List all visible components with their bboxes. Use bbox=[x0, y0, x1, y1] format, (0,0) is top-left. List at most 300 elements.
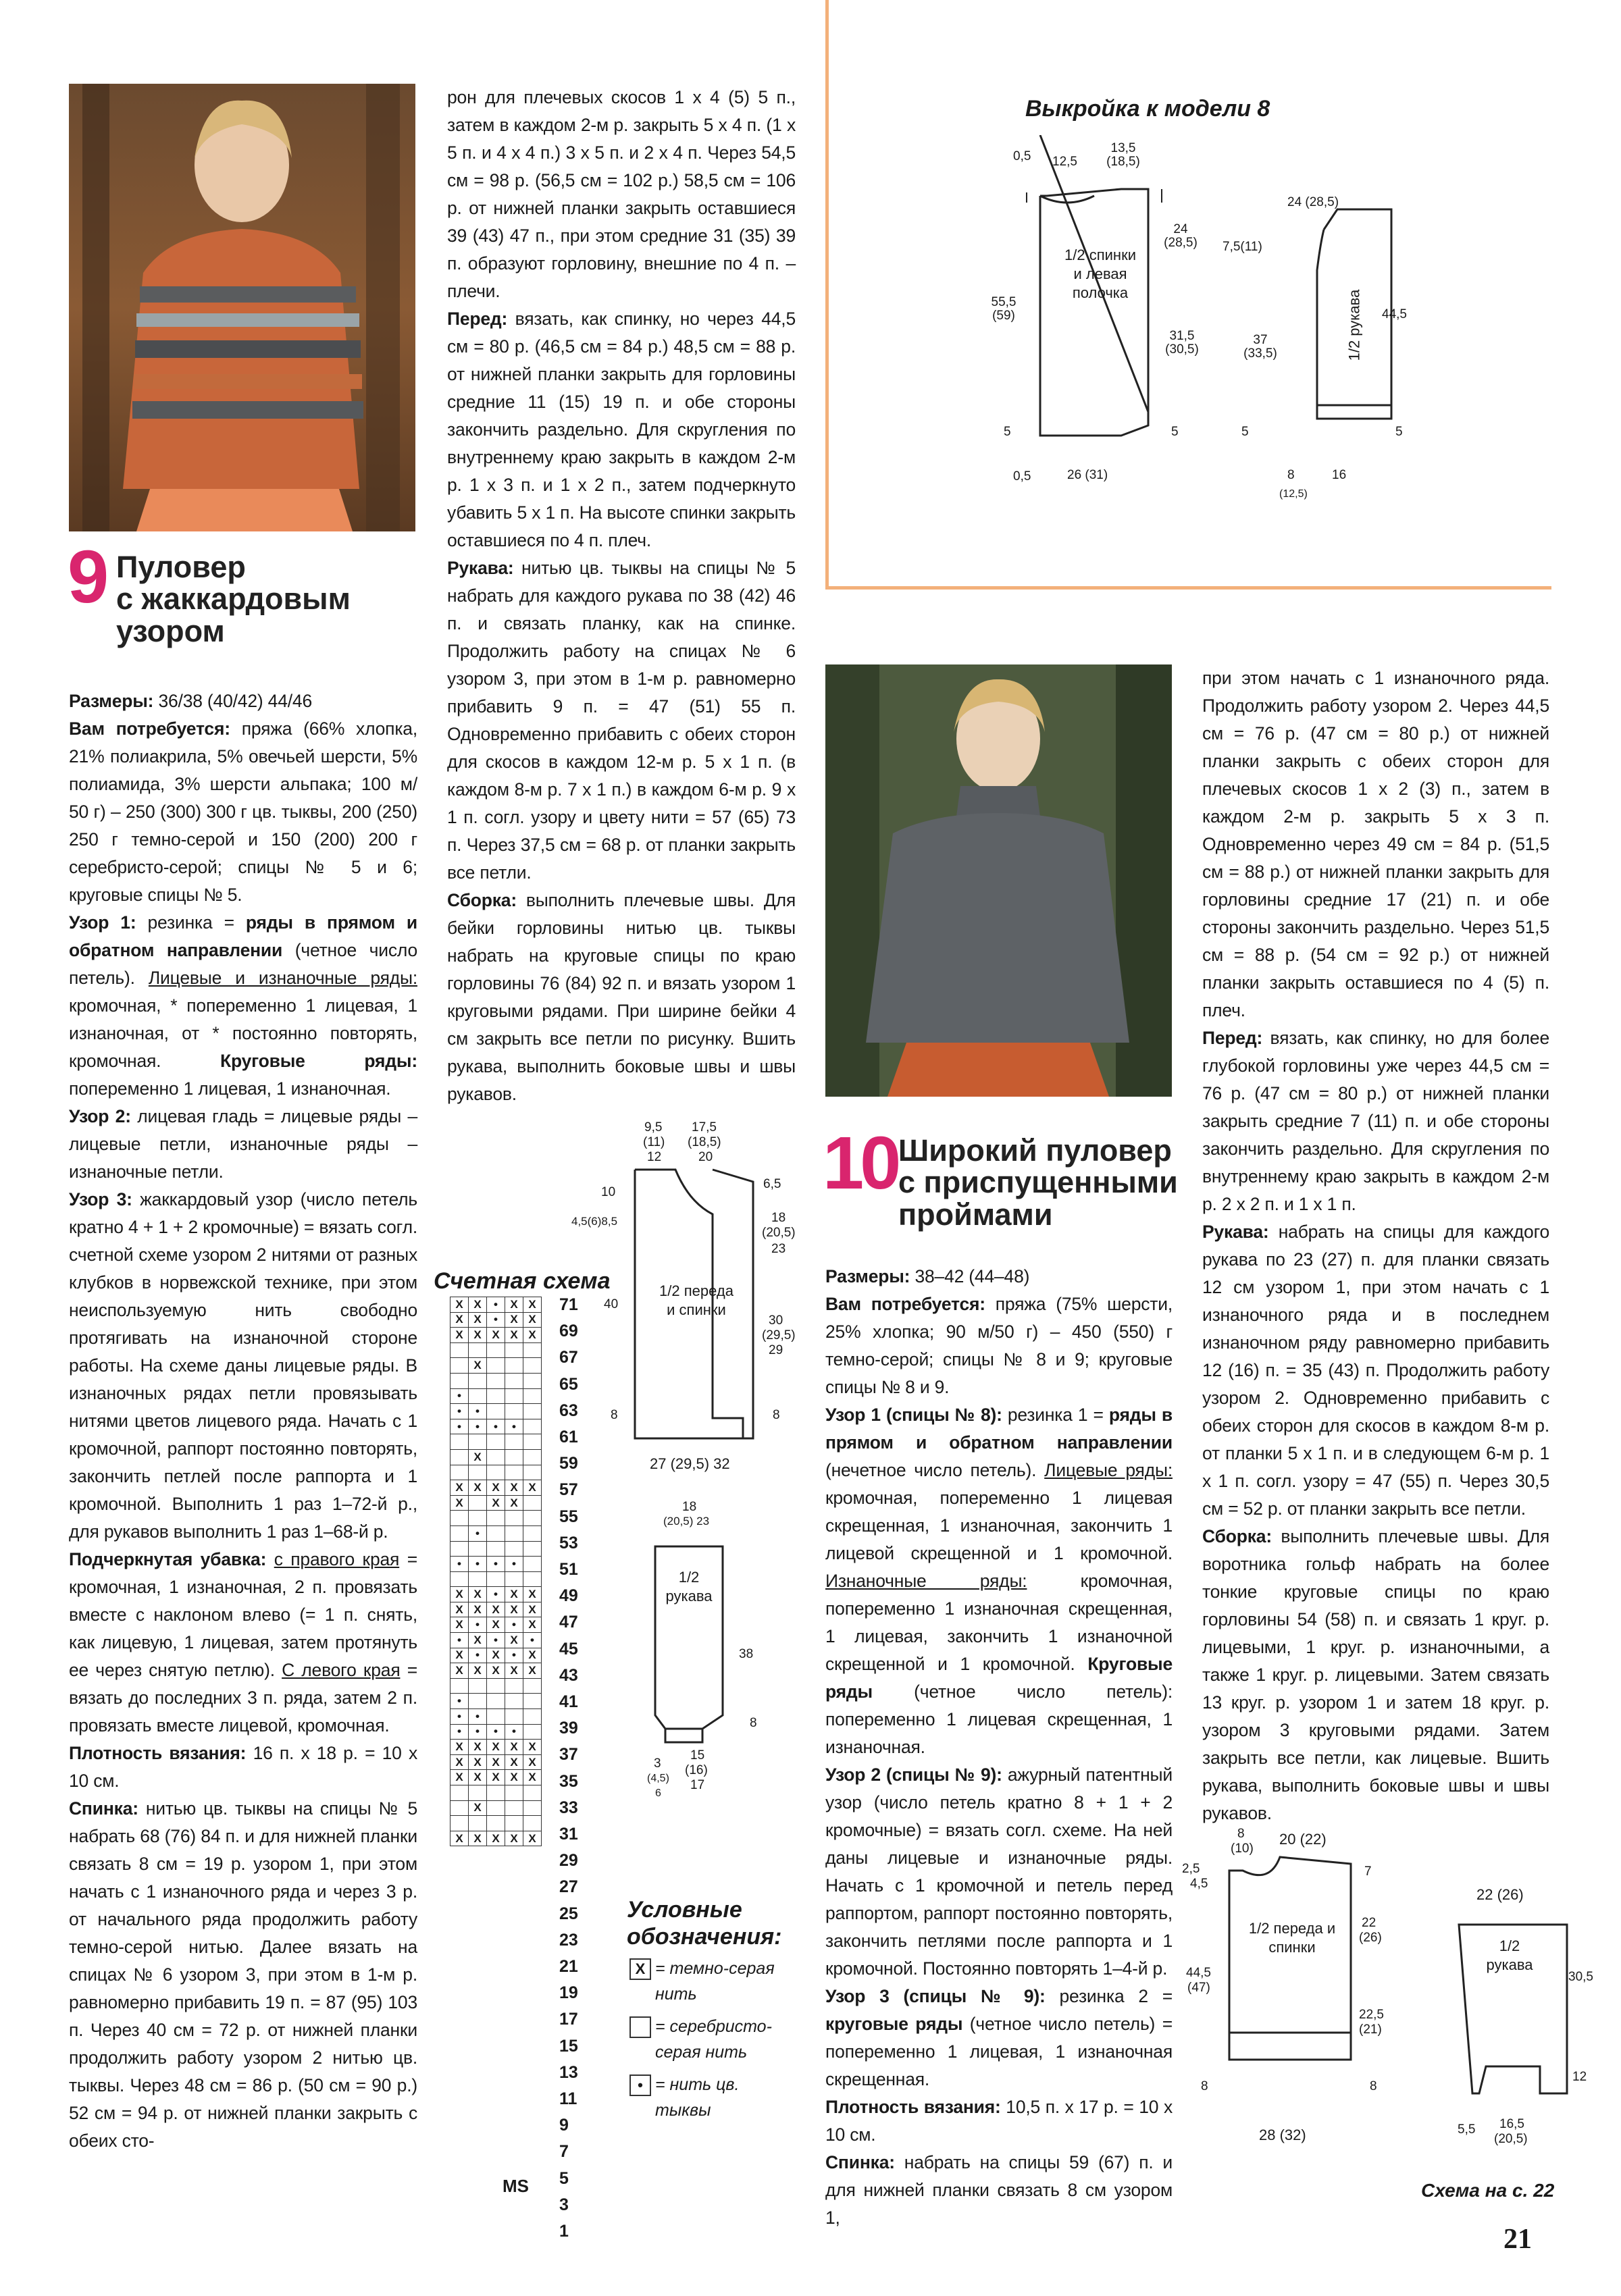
chart-row-number: 25 bbox=[559, 1904, 578, 1923]
chart-row bbox=[451, 1495, 542, 1511]
model10-front-label: 1/2 переда и спинки bbox=[1248, 1920, 1336, 1956]
chart-row bbox=[451, 1633, 542, 1648]
chart-cell: • bbox=[505, 1617, 523, 1633]
chart-row bbox=[451, 1785, 542, 1801]
legend-symbol bbox=[629, 2016, 651, 2038]
chart-cell: X bbox=[487, 1328, 505, 1343]
chart-cell: • bbox=[487, 1633, 505, 1648]
chart-cell: • bbox=[469, 1557, 487, 1572]
chart-cell: • bbox=[505, 1648, 523, 1663]
chart-row bbox=[451, 1740, 542, 1755]
model9-photo-art bbox=[69, 84, 415, 531]
chart-cell: • bbox=[451, 1724, 469, 1740]
chart-row bbox=[451, 1525, 542, 1541]
chart-cell bbox=[469, 1388, 487, 1404]
legend-text: = темно-серая нить bbox=[655, 1959, 775, 2004]
model9-sleeve-dim: 38 bbox=[739, 1647, 754, 1661]
chart-cell: X bbox=[469, 1480, 487, 1496]
model10-text-col2: при этом начать с 1 изнаночного ряда. Продолжить работу узором 2. Через 44,5 см = 76 р. (47 см = 80 р.) от нижней планки закрыть с обеих сторон для плечевых скосов 1 х 2 (3) п., затем в каждом 2-м р. закрыть 5 х 3 п. Одновременно через 49 см = 84 р. (51,5 см = 88 р.) от нижней планки закрыть для горловины средние 17 (21) п. и обе стороны закончить раздельно. Через 51,5 см = 88 р. (54 см = 92 р.) от нижней планки закрыть оставшиеся по 4 (5) п. плеч. Перед: вязать, как спинку, но для более глубокой горловины уже через 44,5 см = 76 р. (47 см = 80 р.) от нижней планки закрыть средние 7 (11) п. и обе стороны закончить раздельно. Для скругления по внутреннему краю закрыть в каждом 2-м р. 2 х 2 п. и 1 х 1 п. Рукава: набрать на спицы для каждого рукава по 23 (27) п. для планки связать 12 см узором 1, при этом начать с 1 изнаночного ряда и в последнем изнаночном ряду равномерно прибавить 12 (16) п. = 35 (43) п. Продолжить работу узором 2. Одновременно прибавить с обеих сторон для скосов в каждом 8-м р. от планки 5 х 1 п. и в следующем 6-м р. 1 х 1 п. согл. узору = 47 (55) п. Через 30,5 см = 52 р. от планки закрыть все петли. Сборка: выполнить плечевые швы. Для воротника гольф набрать на более тонкие круговые спицы по краю горловины 54 (58) п. и связать 1 круг. р. лицевыми, 1 круг. р. изнаночными, а также 1 круг. р. лицевыми. Затем связать 13 круг. р. узором 1 и затем 18 круг. р. узором 3 круговыми рядами. Затем закрыть все петли, как лицевые. Вшить рукава, выполнить боковые швы и швы рукавов. bbox=[1202, 668, 1549, 1823]
chart-cell bbox=[451, 1800, 469, 1816]
chart-cell: • bbox=[469, 1404, 487, 1419]
chart-row-number: 47 bbox=[559, 1613, 578, 1632]
model9-front-dim: 12 bbox=[647, 1150, 662, 1164]
chart-cell: X bbox=[469, 1831, 487, 1846]
chart-cell bbox=[451, 1541, 469, 1557]
model9-front-dim: 23 bbox=[771, 1242, 786, 1256]
chart-cell: • bbox=[487, 1557, 505, 1572]
model9-sleeve-dim: (16) bbox=[685, 1763, 708, 1777]
model9-front-label: 1/2 переда и спинки bbox=[659, 1282, 734, 1318]
model10-front-dim: 22 bbox=[1362, 1916, 1376, 1930]
chart-cell: X bbox=[487, 1480, 505, 1496]
model10-front-dim: (10) bbox=[1231, 1842, 1254, 1856]
chart-row bbox=[451, 1541, 542, 1557]
chart-row-number: 31 bbox=[559, 1825, 578, 1844]
chart-row-number: 27 bbox=[559, 1877, 578, 1897]
model8-dim: 5 bbox=[1241, 425, 1249, 439]
knitting-chart-grid bbox=[450, 1297, 542, 1846]
chart-cell: X bbox=[469, 1633, 487, 1648]
chart-cell: X bbox=[451, 1297, 469, 1313]
model8-dim: 8 bbox=[1287, 468, 1295, 482]
chart-cell bbox=[505, 1541, 523, 1557]
chart-cell bbox=[487, 1465, 505, 1480]
chart-cell: X bbox=[505, 1633, 523, 1648]
model8-dim: 0,5 bbox=[1013, 149, 1031, 163]
model10-sleeve-pattern-drawing bbox=[1445, 1898, 1580, 2120]
model9-photo bbox=[69, 84, 415, 531]
chart-cell: • bbox=[505, 1419, 523, 1434]
model9-front-dim: 30 bbox=[769, 1313, 783, 1328]
chart-cell: X bbox=[451, 1312, 469, 1328]
chart-row-number: 37 bbox=[559, 1745, 578, 1765]
chart-row bbox=[451, 1434, 542, 1450]
chart-row-number: 53 bbox=[559, 1533, 578, 1553]
chart-cell: • bbox=[487, 1724, 505, 1740]
chart-cell: • bbox=[451, 1709, 469, 1725]
chart-row-number: 1 bbox=[559, 2222, 569, 2241]
chart-cell: X bbox=[487, 1770, 505, 1785]
chart-cell: X bbox=[505, 1480, 523, 1496]
chart-row-number: 23 bbox=[559, 1930, 578, 1950]
chart-row bbox=[451, 1770, 542, 1785]
chart-row-number: 67 bbox=[559, 1348, 578, 1367]
legend-symbol: • bbox=[629, 2075, 651, 2096]
chart-cell: X bbox=[487, 1754, 505, 1770]
chart-row-number: 59 bbox=[559, 1454, 578, 1473]
model10-front-dim: (47) bbox=[1187, 1981, 1210, 1995]
model10-front-pattern-drawing bbox=[1216, 1837, 1391, 2120]
model10-front-dim: 2,5 bbox=[1182, 1862, 1200, 1876]
chart-cell bbox=[505, 1678, 523, 1694]
chart-cell bbox=[505, 1694, 523, 1709]
chart-cell bbox=[451, 1678, 469, 1694]
model9-sleeve-dim: 8 bbox=[750, 1716, 757, 1730]
chart-row bbox=[451, 1342, 542, 1358]
chart-cell bbox=[523, 1525, 542, 1541]
chart-row-number: 43 bbox=[559, 1665, 578, 1685]
chart-cell: • bbox=[451, 1694, 469, 1709]
chart-cell bbox=[487, 1541, 505, 1557]
model10-sleeve-dim: (20,5) bbox=[1494, 2132, 1528, 2146]
chart-cell: X bbox=[451, 1770, 469, 1785]
chart-row bbox=[451, 1557, 542, 1572]
chart-cell bbox=[469, 1541, 487, 1557]
chart-cell bbox=[505, 1525, 523, 1541]
chart-cell: X bbox=[451, 1663, 469, 1679]
chart-cell bbox=[523, 1724, 542, 1740]
chart-cell: X bbox=[469, 1297, 487, 1313]
chart-cell bbox=[523, 1571, 542, 1587]
chart-row-number: 11 bbox=[559, 2089, 577, 2108]
chart-cell bbox=[523, 1816, 542, 1831]
chart-cell: X bbox=[487, 1602, 505, 1617]
chart-row bbox=[451, 1465, 542, 1480]
chart-cell bbox=[469, 1678, 487, 1694]
chart-cell: X bbox=[469, 1602, 487, 1617]
chart-cell bbox=[487, 1342, 505, 1358]
chart-row-number: 65 bbox=[559, 1374, 578, 1394]
model10-front-dim: 7 bbox=[1364, 1864, 1372, 1879]
model10-front-dim: 28 (32) bbox=[1259, 2127, 1306, 2143]
model9-front-dim: (18,5) bbox=[688, 1135, 721, 1149]
chart-row bbox=[451, 1617, 542, 1633]
model8-dim: 31,5 (30,5) bbox=[1165, 329, 1199, 357]
model10-front-dim: 44,5 bbox=[1186, 1966, 1211, 1980]
chart-cell bbox=[505, 1449, 523, 1465]
footer-reference: Схема на с. 22 bbox=[1421, 2180, 1555, 2201]
chart-cell: X bbox=[469, 1663, 487, 1679]
chart-row-number: 55 bbox=[559, 1507, 578, 1526]
chart-row-number: 45 bbox=[559, 1639, 578, 1659]
chart-cell: X bbox=[487, 1831, 505, 1846]
chart-row bbox=[451, 1297, 542, 1313]
chart-cell bbox=[469, 1694, 487, 1709]
chart-cell bbox=[469, 1816, 487, 1831]
chart-cell: X bbox=[451, 1648, 469, 1663]
chart-cell: • bbox=[451, 1557, 469, 1572]
model8-dim: 0,5 bbox=[1013, 469, 1031, 484]
chart-cell bbox=[487, 1709, 505, 1725]
chart-row bbox=[451, 1831, 542, 1846]
chart-cell: X bbox=[451, 1480, 469, 1496]
model9-front-dim: 10 bbox=[601, 1185, 616, 1199]
chart-cell: X bbox=[523, 1312, 542, 1328]
model9-front-dim: 20 bbox=[698, 1150, 713, 1164]
chart-cell bbox=[523, 1511, 542, 1526]
chart-row bbox=[451, 1754, 542, 1770]
chart-row bbox=[451, 1373, 542, 1388]
chart-cell: X bbox=[487, 1495, 505, 1511]
model10-front-dim: 8 bbox=[1201, 2079, 1208, 2093]
chart-cell: X bbox=[505, 1312, 523, 1328]
chart-cell bbox=[469, 1571, 487, 1587]
chart-cell: • bbox=[505, 1557, 523, 1572]
chart-cell bbox=[523, 1342, 542, 1358]
chart-cell bbox=[523, 1800, 542, 1816]
page-number: 21 bbox=[1503, 2224, 1532, 2255]
chart-cell: X bbox=[505, 1754, 523, 1770]
chart-cell bbox=[451, 1373, 469, 1388]
chart-cell: X bbox=[469, 1328, 487, 1343]
model9-front-dim: 6,5 bbox=[763, 1177, 781, 1191]
chart-cell: • bbox=[487, 1587, 505, 1602]
model8-dim: (12,5) bbox=[1279, 488, 1308, 500]
chart-cell: X bbox=[451, 1495, 469, 1511]
chart-row-number: 9 bbox=[559, 2116, 569, 2135]
chart-row bbox=[451, 1571, 542, 1587]
chart-cell: X bbox=[505, 1602, 523, 1617]
chart-cell: X bbox=[469, 1754, 487, 1770]
chart-cell: X bbox=[451, 1754, 469, 1770]
chart-cell bbox=[505, 1434, 523, 1450]
chart-row-number: 5 bbox=[559, 2168, 569, 2188]
model10-title-line: Широкий пуловер bbox=[898, 1133, 1172, 1168]
chart-row-number: 7 bbox=[559, 2142, 569, 2162]
model10-front-dim: 8 bbox=[1370, 2079, 1377, 2093]
chart-cell: X bbox=[469, 1358, 487, 1374]
chart-title: Счетная схема bbox=[434, 1268, 611, 1294]
chart-cell: X bbox=[523, 1480, 542, 1496]
chart-cell: • bbox=[505, 1724, 523, 1740]
model8-back-label: 1/2 спинки и левая полочка bbox=[1064, 246, 1136, 301]
chart-cell: • bbox=[451, 1633, 469, 1648]
chart-cell: X bbox=[451, 1740, 469, 1755]
chart-cell bbox=[469, 1465, 487, 1480]
chart-cell bbox=[505, 1358, 523, 1374]
model10-front-dim: 4,5 bbox=[1190, 1877, 1208, 1891]
model9-front-dim: 8 bbox=[611, 1408, 618, 1422]
chart-cell: X bbox=[505, 1587, 523, 1602]
chart-row-number: 39 bbox=[559, 1719, 578, 1738]
model8-sleeve-label: 1/2 рукава bbox=[1345, 289, 1363, 361]
chart-cell: • bbox=[487, 1297, 505, 1313]
chart-cell bbox=[523, 1404, 542, 1419]
chart-cell: X bbox=[523, 1648, 542, 1663]
chart-cell bbox=[523, 1388, 542, 1404]
model10-title-line: проймами bbox=[898, 1197, 1053, 1232]
chart-cell: X bbox=[487, 1648, 505, 1663]
model8-dim: 44,5 bbox=[1382, 307, 1407, 321]
model9-sleeve-dim: 3 bbox=[654, 1756, 661, 1771]
legend-text: = серебристо-серая нить bbox=[655, 2017, 772, 2062]
chart-row bbox=[451, 1663, 542, 1679]
chart-cell bbox=[469, 1495, 487, 1511]
chart-cell bbox=[505, 1816, 523, 1831]
chart-cell bbox=[487, 1388, 505, 1404]
chart-cell: X bbox=[469, 1312, 487, 1328]
chart-cell bbox=[523, 1419, 542, 1434]
model9-sleeve-dim: 15 bbox=[690, 1748, 705, 1763]
chart-cell: X bbox=[523, 1770, 542, 1785]
chart-cell bbox=[523, 1709, 542, 1725]
chart-cell: X bbox=[469, 1449, 487, 1465]
model9-front-dim: 40 bbox=[604, 1297, 619, 1311]
chart-cell: X bbox=[523, 1740, 542, 1755]
chart-row bbox=[451, 1511, 542, 1526]
model10-front-dim: 8 bbox=[1237, 1827, 1245, 1841]
model9-sleeve-dim: 6 bbox=[655, 1788, 661, 1799]
chart-cell bbox=[523, 1449, 542, 1465]
chart-row-number: 41 bbox=[559, 1692, 578, 1711]
model9-front-dim: 18 bbox=[771, 1211, 786, 1225]
chart-row-number: 57 bbox=[559, 1480, 578, 1500]
model9-front-dim: 29 bbox=[769, 1343, 783, 1357]
chart-cell bbox=[451, 1525, 469, 1541]
chart-cell: • bbox=[469, 1709, 487, 1725]
model8-dim: 26 (31) bbox=[1067, 468, 1108, 482]
chart-cell bbox=[487, 1373, 505, 1388]
model10-sleeve-dim: 5,5 bbox=[1458, 2122, 1476, 2137]
model10-number: 10 bbox=[823, 1122, 898, 1205]
chart-cell: X bbox=[487, 1663, 505, 1679]
chart-cell: • bbox=[451, 1419, 469, 1434]
model9-sleeve-dim: (4,5) bbox=[647, 1773, 669, 1784]
chart-cell bbox=[487, 1816, 505, 1831]
chart-cell bbox=[523, 1557, 542, 1572]
chart-cell bbox=[487, 1571, 505, 1587]
chart-row bbox=[451, 1480, 542, 1496]
chart-cell: X bbox=[487, 1617, 505, 1633]
chart-bottom-label: MS bbox=[503, 2176, 529, 2196]
chart-row-number: 13 bbox=[559, 2062, 578, 2082]
chart-cell bbox=[451, 1785, 469, 1801]
model10-sleeve-dim: 22 (26) bbox=[1476, 1886, 1524, 1903]
chart-cell: X bbox=[505, 1770, 523, 1785]
model8-dim: 5 bbox=[1004, 425, 1011, 439]
chart-cell: X bbox=[523, 1617, 542, 1633]
chart-row bbox=[451, 1328, 542, 1343]
chart-cell bbox=[505, 1709, 523, 1725]
chart-row bbox=[451, 1449, 542, 1465]
model9-title-line: узором bbox=[116, 613, 225, 648]
model8-dim: 24 (28,5) bbox=[1164, 222, 1198, 250]
chart-cell: X bbox=[469, 1740, 487, 1755]
chart-cell: X bbox=[505, 1831, 523, 1846]
chart-cell bbox=[523, 1434, 542, 1450]
model9-front-dim: (11) bbox=[643, 1135, 665, 1149]
chart-cell: X bbox=[487, 1740, 505, 1755]
chart-cell: • bbox=[469, 1617, 487, 1633]
chart-cell bbox=[451, 1571, 469, 1587]
chart-cell: X bbox=[523, 1754, 542, 1770]
chart-cell bbox=[451, 1465, 469, 1480]
chart-row-number: 17 bbox=[559, 2010, 578, 2029]
legend-text: = нить цв. тыквы bbox=[655, 2075, 740, 2120]
chart-cell bbox=[523, 1495, 542, 1511]
chart-cell: • bbox=[469, 1419, 487, 1434]
chart-row bbox=[451, 1724, 542, 1740]
chart-cell bbox=[523, 1678, 542, 1694]
chart-cell: X bbox=[469, 1587, 487, 1602]
chart-cell: X bbox=[523, 1663, 542, 1679]
chart-cell bbox=[469, 1511, 487, 1526]
chart-cell bbox=[523, 1465, 542, 1480]
model10-title bbox=[898, 1134, 1178, 1230]
model10-front-dim: (21) bbox=[1359, 2023, 1382, 2037]
chart-cell: X bbox=[451, 1617, 469, 1633]
model9-sleeve-dim: (20,5) 23 bbox=[663, 1515, 710, 1528]
chart-cell bbox=[469, 1342, 487, 1358]
model8-dim: 7,5(11) bbox=[1223, 240, 1262, 254]
chart-cell: • bbox=[451, 1388, 469, 1404]
chart-cell: X bbox=[523, 1328, 542, 1343]
chart-row-number: 51 bbox=[559, 1560, 578, 1579]
model10-photo-art bbox=[825, 664, 1172, 1097]
chart-cell bbox=[487, 1511, 505, 1526]
model9-front-dim: 9,5 bbox=[644, 1120, 663, 1134]
model8-dim: 5 bbox=[1395, 425, 1403, 439]
model10-text-col1: Размеры: 38–42 (44–48) Вам потребуется: пряжа (75% шерсти, 25% хлопка; 90 м/50 г) – 450 (550) г темно-серой; спицы № 8 и 9; круговые спицы № 8 и 9. Узор 1 (спицы № 8): резинка 1 = ряды в прямом и обратном направлении (нечетное число петель). Лицевые ряды: кромочная, попеременно 1 лицевая скрещенная, 1 изнаночная, закончить 1 лицевой скрещенной и 1 кромочной. Изнаночные ряды: кромочная, попеременно 1 изнаночная скрещенная, 1 лицевая, закончить 1 изнаночной скрещенной и 1 кромочной. Круговые ряды (четное число петель): попеременно 1 лицевая скрещенная, 1 изнаночная. Узор 2 (спицы № 9): ажурный патентный узор (число петель кратно 8 + 1 + 2 кромочные) = вязать согл. схеме. На ней даны лицевые и изнаночные ряды. Начать с 1 кромочной и петель перед раппортом, раппорт постоянно повторять, закончить петлями после раппорта и 1 кромочной. Постоянно повторять 1–4-й р. Узор 3 (спицы № 9): резинка 2 = круговые ряды (четное число петель) = попеременно 1 лицевая, 1 изнаночная скрещенная. Плотность вязания: 10,5 п. х 17 р. = 10 х 10 см. Спинка: набрать на спицы 59 (67) п. и для нижней планки связать 8 см узором 1, bbox=[825, 1266, 1173, 2228]
chart-cell: • bbox=[469, 1724, 487, 1740]
chart-row bbox=[451, 1694, 542, 1709]
model8-pattern-title: Выкройка к модели 8 bbox=[1025, 96, 1270, 122]
chart-cell bbox=[505, 1511, 523, 1526]
chart-cell: X bbox=[505, 1663, 523, 1679]
model8-dim: 5 bbox=[1171, 425, 1179, 439]
chart-cell bbox=[487, 1449, 505, 1465]
chart-cell bbox=[523, 1694, 542, 1709]
chart-row bbox=[451, 1358, 542, 1374]
chart-row-number: 35 bbox=[559, 1771, 578, 1791]
chart-cell: • bbox=[487, 1312, 505, 1328]
chart-cell: X bbox=[505, 1328, 523, 1343]
chart-cell bbox=[451, 1449, 469, 1465]
model8-dim: 24 (28,5) bbox=[1287, 195, 1339, 209]
chart-cell: X bbox=[523, 1831, 542, 1846]
chart-cell: • bbox=[469, 1525, 487, 1541]
model8-dim: 37 (33,5) bbox=[1243, 333, 1277, 361]
chart-row bbox=[451, 1404, 542, 1419]
model10-photo bbox=[825, 664, 1172, 1097]
chart-cell bbox=[505, 1388, 523, 1404]
chart-cell bbox=[505, 1785, 523, 1801]
chart-cell bbox=[523, 1358, 542, 1374]
model8-dim: 16 bbox=[1332, 468, 1347, 482]
chart-row-number: 69 bbox=[559, 1322, 578, 1341]
chart-row bbox=[451, 1816, 542, 1831]
model8-dim: 13,5 (18,5) bbox=[1106, 141, 1140, 169]
chart-row-number: 49 bbox=[559, 1586, 578, 1606]
chart-cell bbox=[487, 1358, 505, 1374]
chart-row-number: 61 bbox=[559, 1428, 578, 1446]
model10-title-line: с приспущенными bbox=[898, 1165, 1178, 1200]
chart-cell bbox=[487, 1800, 505, 1816]
chart-cell bbox=[487, 1434, 505, 1450]
chart-cell bbox=[505, 1342, 523, 1358]
chart-cell: X bbox=[451, 1831, 469, 1846]
chart-cell bbox=[487, 1694, 505, 1709]
chart-cell bbox=[505, 1465, 523, 1480]
chart-cell: X bbox=[469, 1770, 487, 1785]
model9-sleeve-dim: 18 bbox=[682, 1500, 697, 1514]
chart-cell bbox=[523, 1373, 542, 1388]
chart-row bbox=[451, 1800, 542, 1816]
model9-front-dim: 17,5 bbox=[692, 1120, 717, 1134]
chart-cell bbox=[487, 1525, 505, 1541]
chart-cell bbox=[487, 1404, 505, 1419]
chart-row-number: 15 bbox=[559, 2036, 578, 2056]
model10-front-dim: 20 (22) bbox=[1279, 1831, 1327, 1848]
chart-cell: • bbox=[469, 1648, 487, 1663]
model10-sleeve-dim: 30,5 bbox=[1568, 1970, 1593, 1984]
chart-cell: X bbox=[523, 1297, 542, 1313]
chart-cell: • bbox=[523, 1633, 542, 1648]
model9-front-dim: 4,5(6)8,5 bbox=[571, 1215, 618, 1228]
chart-row bbox=[451, 1648, 542, 1663]
chart-cell bbox=[469, 1434, 487, 1450]
chart-row bbox=[451, 1587, 542, 1602]
